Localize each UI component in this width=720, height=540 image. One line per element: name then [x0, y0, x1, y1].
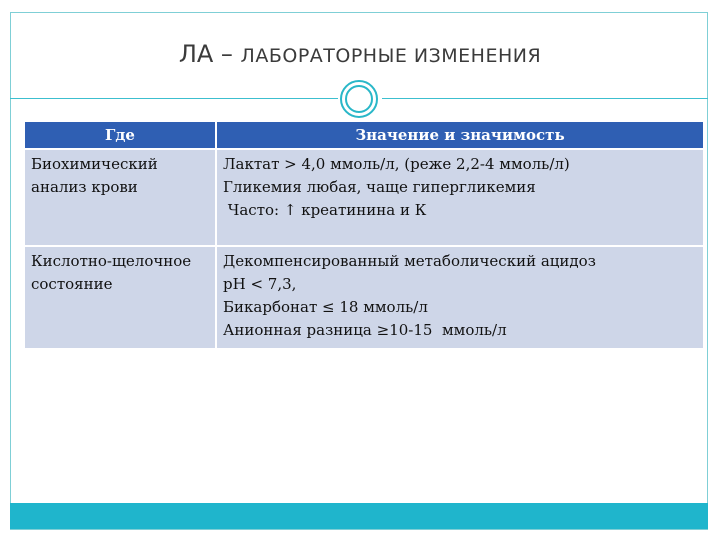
divider-line-left: [10, 98, 338, 99]
cell-text-line: Биохимический: [31, 155, 158, 173]
lab-changes-table: [23, 120, 705, 350]
inner-circle-ornament: [345, 85, 373, 113]
table-header-row: [25, 122, 703, 148]
cell-meaning: [217, 247, 703, 348]
cell-meaning: [217, 150, 703, 245]
table-row: [25, 150, 703, 245]
circle-ornament-icon: [340, 80, 378, 118]
cell-text-line: Бикарбонат ≤ 18 ммоль/л: [223, 298, 428, 316]
cell-text-line: Декомпенсированный метаболический ацидоз: [223, 252, 596, 270]
header-where: Где: [25, 122, 215, 148]
cell-where: [25, 150, 215, 245]
title-main: ЛАБОРАТОРНЫЕ ИЗМЕНЕНИЯ: [240, 45, 542, 67]
cell-text-line: рН < 7,3,: [223, 275, 297, 293]
cell-text-line: анализ крови: [31, 178, 138, 196]
cell-where: [25, 247, 215, 348]
table-row: [25, 247, 703, 348]
header-meaning: Значение и значимость: [217, 122, 703, 148]
divider-line-right: [382, 98, 708, 99]
cell-text-line: Лактат > 4,0 ммоль/л, (реже 2,2-4 ммоль/л): [223, 155, 570, 173]
cell-text-line: состояние: [31, 275, 113, 293]
slide-title: [0, 40, 720, 68]
cell-text-line: Гликемия любая, чаще гипергликемия: [223, 178, 536, 196]
title-prefix: ЛА –: [178, 40, 241, 68]
cell-text-line: Кислотно-щелочное: [31, 252, 192, 270]
cell-text-line: Часто: ↑ креатинина и К: [223, 201, 427, 219]
cell-text-line: Анионная разница ≥10-15 ммоль/л: [223, 321, 507, 339]
footer-bar: [10, 503, 708, 529]
